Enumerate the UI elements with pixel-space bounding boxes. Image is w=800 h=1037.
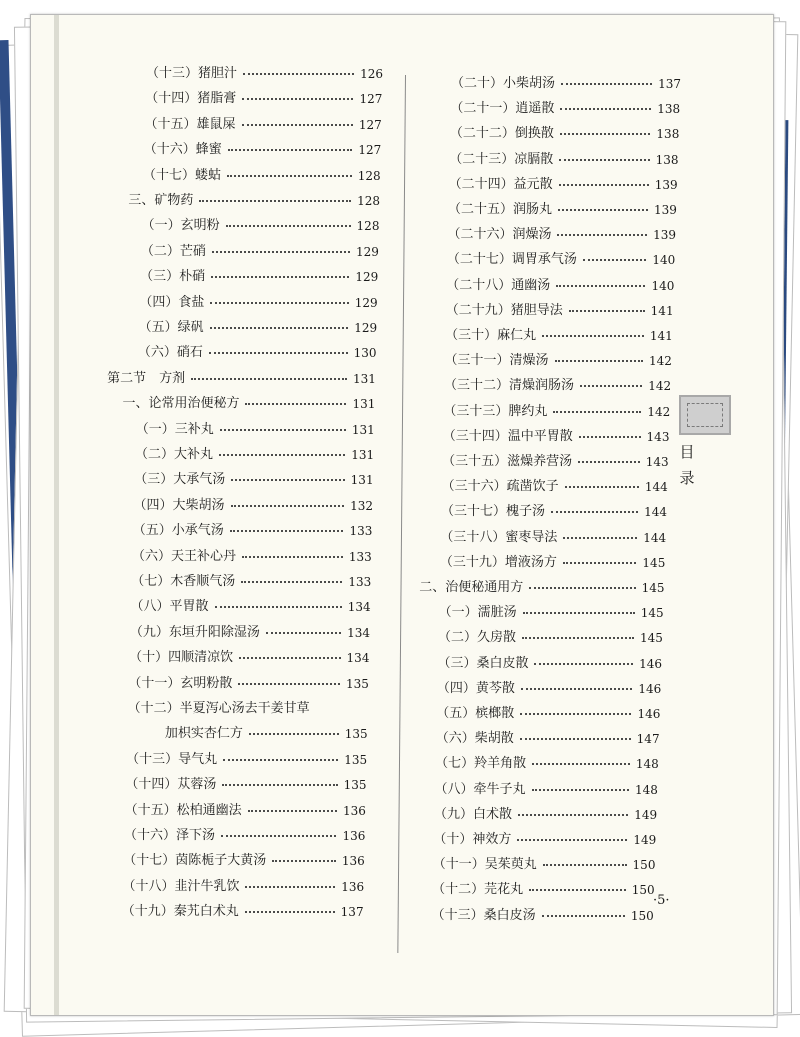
toc-entry-title: （四）食盐 bbox=[139, 294, 205, 310]
toc-page bbox=[30, 14, 774, 1016]
toc-entry-title: （八）平胃散 bbox=[130, 599, 209, 615]
toc-entry-title: （五）小承气汤 bbox=[132, 523, 224, 539]
dot-leader bbox=[238, 683, 340, 685]
toc-entry bbox=[122, 895, 364, 919]
toc-entry-title: （十五）松柏通幽法 bbox=[124, 802, 242, 818]
toc-entry bbox=[130, 616, 370, 640]
toc-entry-page: 133 bbox=[349, 524, 373, 539]
toc-entry-page: 136 bbox=[343, 803, 366, 818]
dot-leader bbox=[579, 436, 641, 438]
toc-entry bbox=[165, 717, 368, 741]
toc-entry-title: （九）东垣升阳除湿汤 bbox=[129, 624, 260, 640]
toc-entry bbox=[124, 819, 365, 843]
toc-entry bbox=[131, 565, 371, 589]
column-divider bbox=[397, 75, 406, 953]
dot-leader bbox=[249, 733, 339, 735]
toc-entry bbox=[140, 260, 378, 284]
dot-leader bbox=[529, 889, 626, 891]
decorative-seal-stamp bbox=[679, 395, 731, 435]
toc-entry-page: 128 bbox=[357, 168, 381, 183]
dot-leader bbox=[529, 587, 635, 589]
dot-leader bbox=[553, 411, 641, 413]
toc-entry bbox=[447, 218, 676, 242]
toc-entry bbox=[449, 143, 678, 167]
toc-entry-title: （二）芒硝 bbox=[140, 243, 206, 259]
dot-leader bbox=[559, 184, 649, 186]
dot-leader bbox=[551, 511, 638, 513]
toc-entry-page: 144 bbox=[644, 480, 668, 495]
dot-leader bbox=[199, 200, 351, 202]
toc-entry bbox=[435, 773, 658, 797]
toc-entry bbox=[439, 596, 664, 620]
dot-leader bbox=[534, 663, 633, 665]
toc-entry-title: （四）黄芩散 bbox=[436, 680, 515, 696]
dot-leader bbox=[211, 276, 349, 278]
toc-entry-title: （二十六）润燥汤 bbox=[447, 227, 552, 243]
toc-entry bbox=[125, 794, 366, 818]
toc-entry bbox=[138, 336, 377, 360]
dot-leader bbox=[245, 911, 335, 913]
dot-leader bbox=[227, 175, 352, 177]
dot-leader bbox=[266, 632, 341, 634]
dot-leader bbox=[569, 310, 645, 312]
toc-entry-page: 131 bbox=[351, 448, 375, 462]
toc-entry-page: 131 bbox=[351, 422, 375, 437]
toc-entry-title: （六）天王补心丹 bbox=[132, 548, 237, 564]
toc-entry bbox=[442, 470, 668, 494]
toc-entry-title: （三十）麻仁丸 bbox=[445, 328, 537, 343]
toc-entry bbox=[134, 463, 373, 487]
toc-entry-title: （十七）茵陈栀子大黄汤 bbox=[123, 853, 267, 869]
toc-entry-title: 一、论常用治便秘方 bbox=[122, 396, 240, 412]
toc-entry-title: （二十二）倒换散 bbox=[449, 126, 554, 142]
toc-entry bbox=[442, 445, 668, 469]
toc-entry bbox=[446, 294, 674, 318]
dot-leader bbox=[555, 360, 643, 362]
toc-entry-page: 140 bbox=[652, 253, 676, 268]
toc-entry-title: （二十五）润肠丸 bbox=[448, 202, 553, 217]
toc-entry-page: 128 bbox=[357, 194, 381, 208]
dot-leader bbox=[191, 378, 347, 380]
toc-entry-title: （十四）苁蓉汤 bbox=[125, 777, 217, 793]
toc-entry-title: （三）朴硝 bbox=[140, 269, 206, 285]
dot-leader bbox=[583, 259, 646, 261]
dot-leader bbox=[532, 763, 630, 765]
dot-leader bbox=[565, 486, 639, 488]
toc-entry bbox=[440, 521, 666, 545]
toc-entry-title: （三）大承气汤 bbox=[134, 472, 226, 488]
toc-entry bbox=[435, 747, 659, 771]
dot-leader bbox=[556, 285, 645, 287]
toc-entry-title: （十三）导气丸 bbox=[126, 751, 218, 767]
toc-entry-page: 136 bbox=[341, 854, 365, 869]
toc-entry-page: 143 bbox=[645, 455, 669, 469]
toc-entry-title: （三十六）疏凿饮子 bbox=[441, 479, 559, 495]
toc-entry-page: 130 bbox=[353, 346, 377, 361]
toc-entry bbox=[146, 57, 383, 81]
toc-entry-page: 138 bbox=[657, 102, 681, 117]
toc-entry-page: 150 bbox=[631, 883, 655, 898]
dot-leader bbox=[228, 149, 353, 151]
dot-leader bbox=[542, 335, 644, 337]
dot-leader bbox=[248, 810, 337, 812]
toc-entry-page: 135 bbox=[344, 752, 368, 767]
toc-entry-title: （二十九）猪胆导法 bbox=[445, 302, 563, 318]
toc-entry bbox=[126, 743, 367, 767]
toc-entry-title: （一）三补丸 bbox=[135, 421, 214, 437]
toc-entry-title: 加枳实杏仁方 bbox=[164, 726, 243, 742]
toc-entry-page: 127 bbox=[359, 92, 383, 107]
toc-entry-title: （二十七）调胃承气汤 bbox=[446, 252, 577, 268]
toc-entry-page: 145 bbox=[639, 631, 663, 646]
dot-leader bbox=[219, 454, 345, 456]
dot-leader bbox=[212, 251, 350, 253]
dot-leader bbox=[241, 581, 342, 583]
toc-entry-title: （三十三）脾约丸 bbox=[443, 403, 548, 419]
toc-entry bbox=[443, 395, 670, 419]
toc-entry-page: 129 bbox=[355, 244, 379, 259]
toc-entry-page: 149 bbox=[634, 807, 658, 822]
toc-entry-page: 135 bbox=[343, 778, 367, 793]
dot-leader bbox=[561, 83, 652, 85]
dot-leader bbox=[242, 124, 353, 126]
dot-leader bbox=[558, 209, 648, 211]
dot-leader bbox=[243, 73, 354, 75]
toc-entry bbox=[437, 672, 661, 696]
page-spine-shadow bbox=[54, 15, 59, 1015]
toc-entry bbox=[132, 540, 372, 564]
toc-entry-page: 131 bbox=[350, 473, 374, 488]
dot-leader bbox=[231, 505, 345, 507]
toc-entry-page: 142 bbox=[648, 379, 672, 394]
dot-leader bbox=[245, 886, 335, 888]
side-section-label: 目录 bbox=[679, 443, 695, 487]
toc-entry bbox=[107, 362, 376, 386]
toc-entry-page: 134 bbox=[347, 600, 371, 615]
toc-entry bbox=[139, 311, 377, 335]
toc-entry-title: 第二节 方剂 bbox=[107, 370, 186, 386]
toc-entry-page: 126 bbox=[360, 67, 383, 81]
toc-entry bbox=[440, 546, 666, 570]
dot-leader bbox=[242, 98, 353, 100]
toc-entry bbox=[131, 590, 371, 614]
toc-entry-title: （三十五）滋燥养营汤 bbox=[442, 454, 573, 469]
toc-entry-title: （三十八）蜜枣导法 bbox=[440, 529, 558, 545]
toc-entry-page: 129 bbox=[354, 295, 378, 310]
toc-entry-title: （三十四）温中平胃散 bbox=[442, 428, 573, 444]
toc-entry bbox=[128, 667, 369, 691]
dot-leader bbox=[557, 234, 647, 236]
toc-entry-title: （二十四）益元散 bbox=[448, 176, 553, 192]
toc-entry bbox=[141, 235, 379, 259]
toc-entry-title: （六）硝石 bbox=[137, 345, 203, 361]
toc-entry-title: （七）木香顺气汤 bbox=[131, 574, 236, 589]
dot-leader bbox=[245, 403, 346, 405]
toc-entry-title: （二）大补丸 bbox=[134, 447, 213, 462]
toc-entry-page: 144 bbox=[644, 505, 667, 520]
toc-entry-title: （五）槟榔散 bbox=[436, 706, 515, 721]
dot-leader bbox=[518, 814, 628, 816]
toc-entry-page: 138 bbox=[655, 152, 679, 167]
toc-entry-page: 141 bbox=[649, 329, 673, 343]
toc-entry-page: 132 bbox=[350, 498, 373, 513]
toc-entry-title: （十三）猪胆汁 bbox=[146, 66, 238, 81]
toc-entry-page: 137 bbox=[340, 905, 364, 920]
toc-entry-title: （十八）韭汁牛乳饮 bbox=[122, 878, 240, 894]
toc-entry-title: 三、矿物药 bbox=[128, 193, 194, 208]
toc-entry-page: 144 bbox=[643, 530, 667, 545]
toc-entry-title: （七）羚羊角散 bbox=[435, 756, 527, 772]
toc-entry-page: 145 bbox=[640, 606, 664, 621]
toc-entry bbox=[128, 692, 369, 716]
toc-entry-page: 134 bbox=[346, 651, 370, 666]
toc-entry bbox=[136, 413, 375, 437]
toc-entry-title: （十一）玄明粉散 bbox=[128, 675, 233, 691]
dot-leader bbox=[560, 108, 651, 110]
toc-entry-title: （十一）吴茱萸丸 bbox=[432, 857, 537, 873]
toc-entry-page: 129 bbox=[354, 321, 378, 335]
toc-entry bbox=[450, 117, 680, 141]
toc-entry bbox=[139, 286, 377, 310]
toc-entry-title: （十九）秦艽白术丸 bbox=[121, 904, 239, 920]
dot-leader bbox=[559, 159, 649, 161]
toc-entry-page: 143 bbox=[646, 429, 670, 444]
dot-leader bbox=[542, 915, 625, 917]
toc-entry bbox=[446, 269, 674, 293]
toc-entry bbox=[434, 798, 657, 822]
toc-entry-title: （八）牵牛子丸 bbox=[434, 781, 526, 797]
toc-entry-title: （九）白术散 bbox=[433, 806, 512, 822]
toc-entry-page: 141 bbox=[650, 303, 674, 318]
toc-entry bbox=[133, 514, 373, 538]
toc-entry-title: （二十）小柴胡汤 bbox=[451, 76, 556, 91]
toc-entry bbox=[123, 844, 365, 868]
toc-entry bbox=[432, 873, 654, 897]
toc-entry bbox=[450, 92, 680, 116]
toc-entry-title: （三十七）槐子汤 bbox=[441, 504, 546, 520]
toc-entry bbox=[129, 641, 369, 665]
toc-entry bbox=[433, 823, 656, 847]
toc-entry-page: 136 bbox=[341, 879, 365, 894]
toc-entry-title: （三）桑白皮散 bbox=[437, 655, 529, 671]
dot-leader bbox=[226, 225, 351, 227]
dot-leader bbox=[543, 864, 627, 866]
dot-leader bbox=[242, 556, 343, 558]
dot-leader bbox=[578, 461, 640, 463]
toc-entry-title: （三十一）清燥汤 bbox=[444, 353, 549, 369]
toc-entry-page: 135 bbox=[344, 727, 368, 742]
toc-entry bbox=[145, 82, 382, 106]
toc-entry bbox=[436, 722, 660, 746]
dot-leader bbox=[215, 606, 342, 608]
toc-entry bbox=[436, 697, 660, 721]
toc-entry-page: 128 bbox=[356, 219, 380, 234]
dot-leader bbox=[580, 385, 642, 387]
toc-entry-page: 145 bbox=[642, 555, 666, 570]
dot-leader bbox=[220, 429, 346, 431]
toc-entry-title: （十二）芫花丸 bbox=[432, 882, 524, 898]
toc-entry-page: 135 bbox=[345, 676, 369, 691]
toc-entry bbox=[438, 621, 663, 645]
toc-entry bbox=[125, 768, 366, 792]
toc-entry-title: （十四）猪脂膏 bbox=[145, 91, 237, 107]
toc-entry-page: 146 bbox=[638, 681, 662, 696]
toc-entry-page: 139 bbox=[654, 177, 678, 192]
toc-entry-title: （二）久房散 bbox=[438, 630, 517, 646]
toc-entry bbox=[122, 870, 364, 894]
toc-entry-title: （四）大柴胡汤 bbox=[133, 497, 225, 513]
toc-entry-page: 127 bbox=[358, 143, 382, 158]
toc-entry-page: 145 bbox=[641, 581, 665, 595]
dot-leader bbox=[563, 537, 637, 539]
toc-entry-title: （一）濡脏汤 bbox=[438, 605, 517, 621]
toc-entry bbox=[419, 571, 664, 595]
toc-entry bbox=[143, 159, 381, 183]
toc-entry-page: 147 bbox=[636, 732, 660, 747]
toc-entry bbox=[443, 420, 670, 444]
toc-entry-title: （一）玄明粉 bbox=[141, 218, 220, 234]
dot-leader bbox=[239, 657, 340, 659]
dot-leader bbox=[523, 612, 635, 614]
toc-entry bbox=[444, 369, 671, 393]
toc-entry-title: （十五）雄鼠屎 bbox=[144, 116, 236, 132]
toc-entry-page: 150 bbox=[630, 908, 654, 923]
toc-entry-title: （十）神效方 bbox=[433, 832, 512, 847]
dot-leader bbox=[560, 133, 651, 135]
toc-entry-page: 138 bbox=[656, 127, 680, 142]
toc-entry-title: （五）绿矾 bbox=[138, 320, 204, 335]
toc-entry-page: 129 bbox=[355, 270, 379, 285]
toc-entry bbox=[437, 647, 662, 671]
toc-entry-title: （三十二）清燥润肠汤 bbox=[443, 378, 574, 394]
toc-entry-title: （十三）桑白皮汤 bbox=[431, 907, 536, 923]
dot-leader bbox=[563, 562, 637, 564]
toc-entry-page: 134 bbox=[347, 625, 371, 640]
dot-leader bbox=[209, 352, 348, 354]
toc-entry bbox=[451, 67, 681, 91]
toc-entry-title: （二十八）通幽汤 bbox=[446, 277, 551, 293]
dot-leader bbox=[221, 835, 336, 837]
toc-entry bbox=[135, 438, 374, 462]
toc-entry bbox=[449, 168, 678, 192]
dot-leader bbox=[521, 688, 632, 690]
toc-entry-page: 140 bbox=[651, 278, 675, 293]
toc-entry-page: 133 bbox=[348, 549, 372, 564]
dot-leader bbox=[520, 713, 631, 715]
toc-entry bbox=[445, 344, 672, 368]
toc-entry-title: （三十九）增液汤方 bbox=[439, 554, 557, 570]
toc-entry-page: 148 bbox=[635, 782, 658, 797]
toc-entry-page: 136 bbox=[342, 829, 366, 843]
toc-entry-title: （十）四顺清凉饮 bbox=[129, 650, 234, 666]
toc-entry-page: 142 bbox=[649, 354, 672, 369]
toc-entry-title: （十六）泽下汤 bbox=[123, 828, 215, 843]
toc-entry bbox=[122, 387, 375, 411]
toc-entry-title: （二十三）凉膈散 bbox=[449, 151, 554, 167]
dot-leader bbox=[522, 637, 634, 639]
toc-entry-page: 139 bbox=[653, 228, 677, 243]
dot-leader bbox=[222, 784, 337, 786]
toc-entry-page: 142 bbox=[647, 404, 671, 419]
toc-entry-page: 148 bbox=[635, 757, 659, 772]
toc-entry-page: 131 bbox=[353, 371, 376, 386]
dot-leader bbox=[520, 738, 631, 740]
dot-leader bbox=[223, 759, 338, 761]
toc-entry bbox=[448, 193, 677, 217]
toc-entry bbox=[134, 489, 374, 513]
dot-leader bbox=[210, 327, 349, 329]
toc-entry-page: 127 bbox=[358, 117, 382, 132]
dot-leader bbox=[272, 860, 336, 862]
toc-entry bbox=[447, 243, 675, 267]
dot-leader bbox=[532, 789, 629, 791]
toc-entry bbox=[128, 184, 380, 208]
page-number: ·5· bbox=[653, 893, 670, 908]
toc-entry bbox=[441, 495, 667, 519]
toc-entry bbox=[142, 209, 380, 233]
toc-entry bbox=[144, 133, 381, 157]
toc-entry bbox=[433, 848, 656, 872]
toc-entry-page: 149 bbox=[633, 833, 657, 847]
toc-entry-page: 131 bbox=[352, 397, 376, 412]
toc-entry-title: 二、治便秘通用方 bbox=[419, 580, 524, 595]
toc-entry-title: （十七）蝼蛄 bbox=[143, 167, 222, 183]
dot-leader bbox=[210, 302, 348, 304]
toc-entry-page: 146 bbox=[639, 656, 663, 671]
toc-entry-page: 133 bbox=[348, 575, 372, 589]
toc-entry-title: （六）柴胡散 bbox=[435, 731, 514, 747]
toc-entry-title: （二十一）逍遥散 bbox=[450, 101, 555, 117]
toc-entry bbox=[445, 319, 673, 343]
dot-leader bbox=[231, 479, 344, 481]
toc-entry-title: （十二）半夏泻心汤去干姜甘草 bbox=[127, 701, 310, 716]
toc-entry bbox=[145, 108, 382, 132]
toc-entry-page: 146 bbox=[637, 707, 661, 721]
toc-entry-page: 150 bbox=[632, 858, 656, 873]
toc-entry bbox=[432, 899, 654, 923]
toc-entry-page: 139 bbox=[653, 203, 677, 217]
toc-entry-title: （十六）蜂蜜 bbox=[143, 142, 222, 158]
toc-entry-page: 137 bbox=[658, 77, 681, 91]
dot-leader bbox=[230, 530, 344, 532]
dot-leader bbox=[517, 839, 627, 841]
